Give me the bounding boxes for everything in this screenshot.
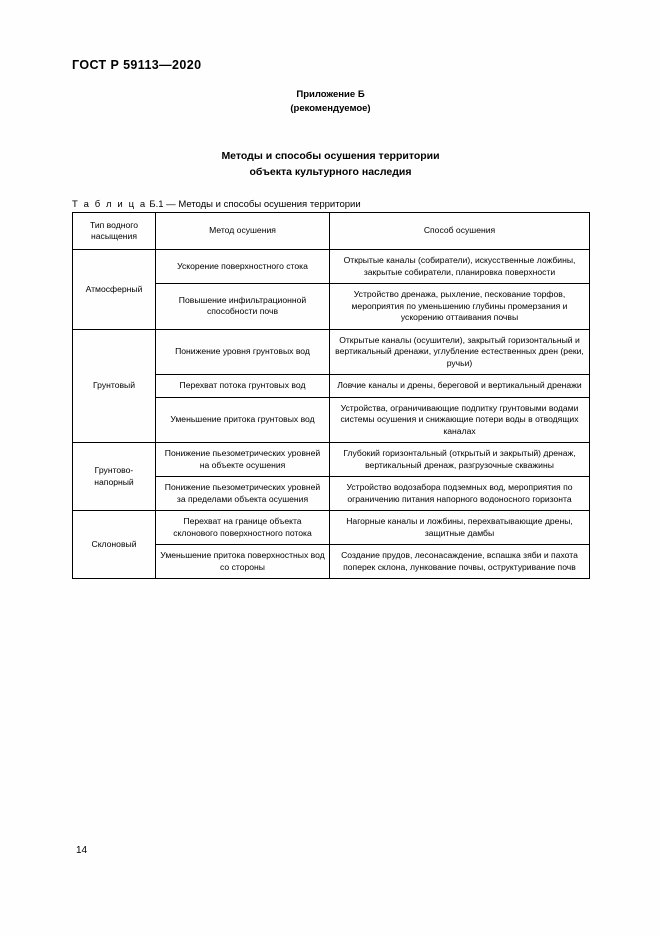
cell-way: Устройство водозабора подземных вод, мероприятия по ограничению питания напорного водоносного горизонта [330, 477, 590, 511]
page-title-line1: Методы и способы осушения территории [221, 150, 440, 162]
table-caption [72, 199, 361, 210]
table-header [73, 213, 590, 250]
cell-method: Повышение инфильтрационной способности почв [156, 284, 330, 330]
column-header-type [73, 213, 156, 250]
page-number: 14 [76, 845, 88, 856]
cell-method: Уменьшение притока грунтовых вод [156, 397, 330, 443]
table-body [73, 250, 590, 579]
table-caption-rest: Б.1 — Методы и способы осушения территории [146, 199, 361, 210]
cell-method: Перехват потока грунтовых вод [156, 375, 330, 398]
table-row [73, 443, 590, 477]
cell-method: Понижение пьезометрических уровней на объекте осушения [156, 443, 330, 477]
cell-way: Нагорные каналы и ложбины, перехватывающие дрены, защитные дамбы [330, 511, 590, 545]
cell-way: Открытые каналы (осушители), закрытый горизонтальный и вертикальный дренажи, углубление естественных дрен (реки, ручьи) [330, 329, 590, 375]
table-header-row [73, 213, 590, 250]
annex-block [0, 88, 661, 116]
cell-way: Устройства, ограничивающие подпитку грунтовыми водами системы осушения и снижающие потери воды в отводящих каналах [330, 397, 590, 443]
cell-method: Перехват на границе объекта склонового поверхностного потока [156, 511, 330, 545]
column-header-method: Метод осушения [156, 213, 330, 250]
cell-way: Глубокий горизонтальный (открытый и закрытый) дренаж, вертикальный дренаж, разгрузочные скважины [330, 443, 590, 477]
column-header-type-line2: насыщения [91, 231, 137, 241]
cell-method: Понижение пьезометрических уровней за пределами объекта осушения [156, 477, 330, 511]
page-title [0, 148, 661, 180]
column-header-way: Способ осушения [330, 213, 590, 250]
table-caption-prefix: Т а б л и ц а [72, 199, 147, 210]
table-row [73, 329, 590, 375]
cell-method: Понижение уровня грунтовых вод [156, 329, 330, 375]
table-row [73, 250, 590, 284]
cell-type: Грунтовый [73, 329, 156, 443]
cell-method: Уменьшение притока поверхностных вод со стороны [156, 545, 330, 579]
annex-label: Приложение Б [296, 89, 365, 100]
cell-method: Ускорение поверхностного стока [156, 250, 330, 284]
column-header-type-line1: Тип водного [89, 219, 139, 230]
cell-way: Открытые каналы (собиратели), искусственные ложбины, закрытые собиратели, планировка поверхности [330, 250, 590, 284]
standard-header: ГОСТ Р 59113—2020 [72, 58, 202, 72]
page-title-line2: объекта культурного наследия [249, 166, 412, 178]
table-row [73, 511, 590, 545]
drainage-methods-table [72, 212, 590, 579]
cell-way: Создание прудов, лесонасаждение, вспашка зяби и пахота поперек склона, лункование почвы, оструктуривание почв [330, 545, 590, 579]
cell-type: Грунтово-напорный [73, 443, 156, 511]
cell-type: Атмосферный [73, 250, 156, 330]
cell-way: Устройство дренажа, рыхление, пескование торфов, мероприятия по уменьшению глубины промерзания и ускорению оттаивания почвы [330, 284, 590, 330]
cell-type: Склоновый [73, 511, 156, 579]
annex-status: (рекомендуемое) [290, 103, 371, 114]
cell-way: Ловчие каналы и дрены, береговой и вертикальный дренажи [330, 375, 590, 398]
